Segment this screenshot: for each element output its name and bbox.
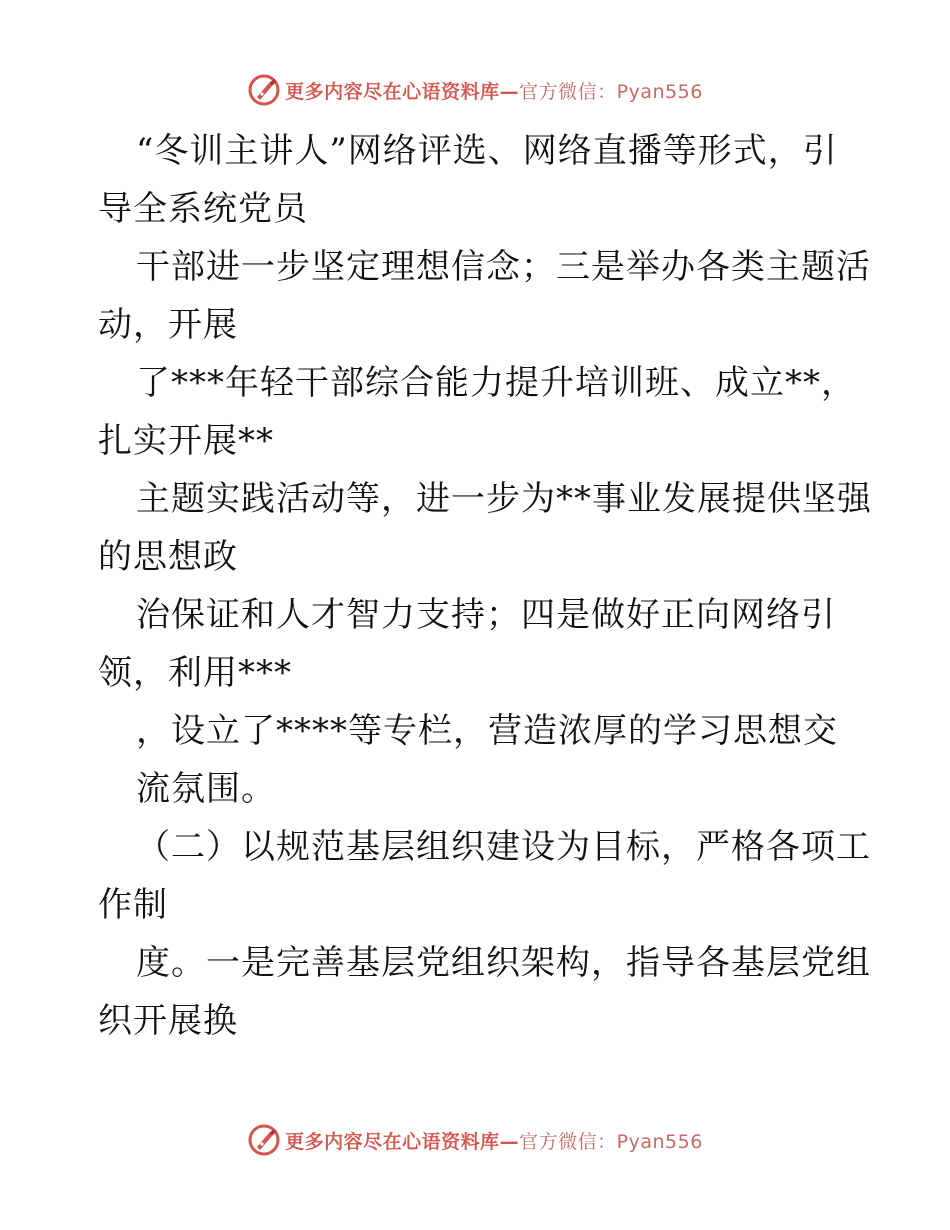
footer-watermark-banner — [0, 1120, 950, 1160]
document-body — [98, 122, 872, 1050]
watermark-text: 更多内容尽在心语资料库—官方微信：Pyan556 — [285, 80, 703, 103]
text-line: 治保证和人才智力支持；四是做好正向网络引 — [136, 595, 836, 635]
text-line: 织开展换 — [98, 1001, 238, 1041]
text-line: 干部进一步坚定理想信念；三是举办各类主题活 — [136, 247, 871, 287]
header-watermark-banner — [0, 70, 950, 110]
text-line: 作制 — [98, 885, 168, 925]
text-line: “冬训主讲人”网络评选、网络直播等形式，引 — [136, 131, 838, 171]
text-line: 导全系统党员 — [98, 189, 308, 229]
text-line: 主题实践活动等，进一步为**事业发展提供坚强 — [136, 479, 872, 519]
pen-nib-circle-icon — [247, 73, 281, 107]
text-line: 了***年轻干部综合能力提升培训班、成立**， — [136, 363, 856, 403]
text-line: 流氛围。 — [136, 769, 276, 809]
text-line: （二）以规范基层组织建设为目标，严格各项工 — [136, 827, 871, 867]
text-line: 动，开展 — [98, 305, 238, 345]
text-line: ，设立了****等专栏，营造浓厚的学习思想交 — [136, 711, 838, 751]
text-line: 的思想政 — [98, 537, 238, 577]
text-line: 领，利用*** — [98, 653, 292, 693]
pen-nib-circle-icon — [247, 1123, 281, 1157]
text-line: 度。一是完善基层党组织架构，指导各基层党组 — [136, 943, 871, 983]
watermark-text: 更多内容尽在心语资料库—官方微信：Pyan556 — [285, 1130, 703, 1153]
text-line: 扎实开展** — [98, 421, 274, 461]
